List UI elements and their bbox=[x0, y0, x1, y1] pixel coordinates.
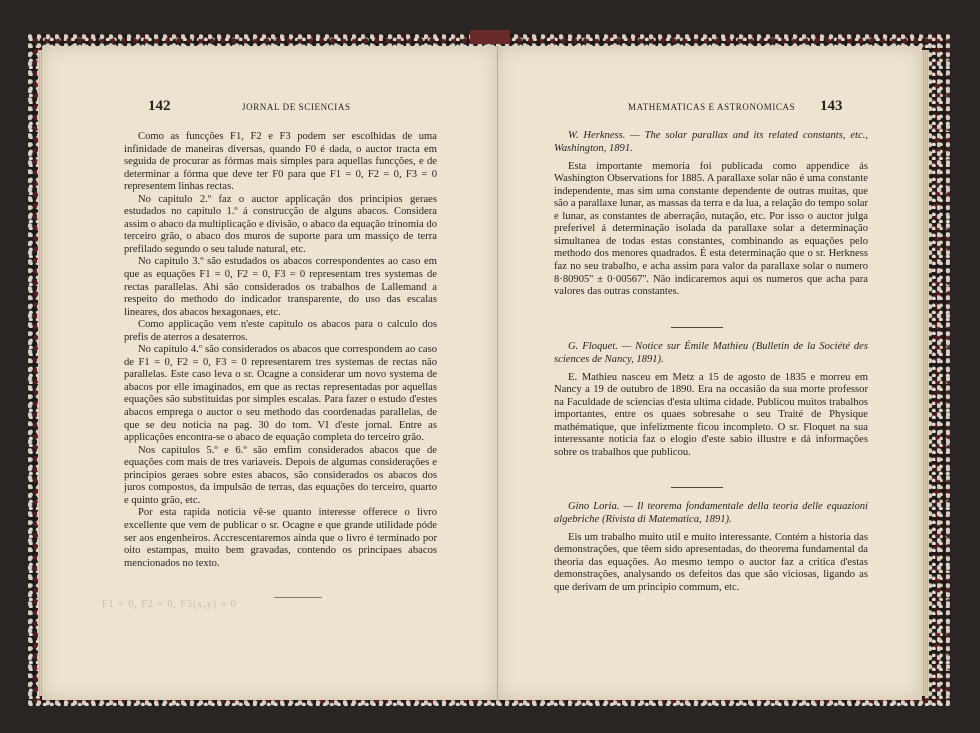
book-spine bbox=[470, 30, 510, 44]
review-body: Esta importante memoria foi publicada como appendice ás Washington Observations for 1885. A parallaxe solar não é uma constante independente, mas sim uma constante dependente de outras muitas, que são a parallaxe lunar, as massas da terra e da lua, a relação do tempo solar e lunar, as constantes de aberração, nutação, etc. Por isso o auctor julga preferivel á determinação isolada da parallaxe solar a determinação simultanea de todas estas constantes, combinando as equações pelo methodo dos menores quadrados. É esta determinação que o sr. Herkness faz no seu trabalho, e acha assim para valor da parallaxe solar o numero 8·80905'' ± 0·00567''. Não indicaremos aqui os numeros que acha para valores das outras constantes. bbox=[554, 160, 868, 298]
page-number: 142 bbox=[148, 98, 171, 114]
paragraph: No capitulo 3.º são estudados os abacos correspondentes ao caso em que as equações F1 = 0, F2 = 0, F3 = 0 representam tres systemas de rectas parallelas. Ahi são considerados os trabalhos de Lallemand a respeito do methodo do indicador transparente, do uso das escalas lineares, dos abacos hexagonaes, etc. bbox=[124, 256, 437, 318]
review-citation: W. Herkness. — The solar parallax and its related constants, etc., Washington, 1891. bbox=[554, 130, 868, 154]
right-page bbox=[497, 46, 922, 700]
review-loria bbox=[554, 501, 868, 594]
section-divider bbox=[671, 487, 723, 488]
review-herkness bbox=[554, 130, 868, 299]
left-page bbox=[42, 46, 497, 700]
page-number: 143 bbox=[820, 98, 843, 114]
paragraph: Como as funcções F1, F2 e F3 podem ser escolhidas de uma infinidade de maneiras diversas, quando F0 é dada, o auctor tracta em seguida de procurar as fórmas mais simples para aquellas funcções, e de determinar a fórma que deve ter F0 para que F1 = 0, F2 = 0, F3 = 0 representem linhas rectas. bbox=[124, 131, 437, 193]
paragraph: Por esta rapida noticia vê-se quanto interesse offerece o livro excellente que vem de publicar o sr. Ocagne e que grande utilidade póde ser aos engenheiros. Accrescentaremos ainda que o livro é terminado por oito estampas, muito bem gravadas, contendo os principaes abacos mencionados no texto. bbox=[124, 507, 437, 569]
review-citation: G. Floquet. — Notice sur Émile Mathieu (Bulletin de la Société des sciences de Nancy, 1891). bbox=[554, 341, 868, 365]
review-body: Eis um trabalho muito util e muito interessante. Contém a historia das demonstrações, que têem sido apresentadas, do theorema fundamental da theoria das equações. Ao mesmo tempo o auctor faz a critica d'estas demonstrações, analysando os defeitos das que são viciosas, ligando as que derivam de um principio commum, etc. bbox=[554, 531, 868, 593]
section-divider bbox=[671, 327, 723, 328]
running-head: MATHEMATICAS E ASTRONOMICAS bbox=[628, 102, 796, 112]
paragraph: No capitulo 2.º faz o auctor applicação dos principios geraes estudados no capitulo 1.º á construcção de alguns abacos. Considera assim o abaco da multiplicação e divisão, o abaco da equação trinomia do terceiro grão, o abaco dos muros de suporte para um massiço de terra prefilado segundo o seu talude natural, etc. bbox=[124, 193, 437, 255]
running-head: JORNAL DE SCIENCIAS bbox=[242, 102, 351, 112]
review-body: E. Mathieu nasceu em Metz a 15 de agosto de 1835 e morreu em Nancy a 19 de outubro de 1890. Era na occasião da sua morte professor na Faculdade de sciencias d'esta ultima cidade. Publicou muitos trabalhos importantes, entre os quaes sobresahe o seu Traité de Physique mathématique, que infelizmente ficou incompleto. O sr. Floquet na sua interessante noticia faz o elogio d'este sabio illustre e dá informações sobre os trabalhos que publicou. bbox=[554, 371, 868, 458]
review-citation: Gino Loria. — Il teorema fondamentale della teoria delle equazioni algebriche (Rivista di Matematica, 1891). bbox=[554, 501, 868, 525]
paragraph: Nos capitulos 5.º e 6.º são emfim considerados abacos que de equações com mais de tres variaveis. Depois de algumas considerações e principios geraes sobre estes abacos, são considerados os abacos dos juros compostos, da impulsão de terras, das equações do terceiro, quarto e quinto grão, etc. bbox=[124, 444, 437, 506]
paragraph: Como applicação vem n'este capitulo os abacos para o calculo dos prefis de aterros a desaterros. bbox=[124, 319, 437, 343]
bleed-through-text: F1 = 0, F2 = 0, F3(x,y) = 0 bbox=[102, 599, 237, 610]
review-floquet bbox=[554, 341, 868, 459]
section-divider bbox=[274, 597, 322, 598]
left-page-body bbox=[124, 131, 437, 570]
paragraph: No capitulo 4.º são considerados os abacos que correspondem ao caso de F1 = 0, F2 = 0, F3 = 0 representarem tres systemas de rectas não parallelas. Este caso leva o sr. Ocagne a considerar um novo systema de abacos por elle imaginados, em que as rectas representadas por aquellas equações são substituidas por simples escalas. Para fazer o estudo d'estes abacos emprega o auctor o seu methodo das coordenadas parallelas, de que se deu noticia na pag. 30 do tom. VI d'este jornal. Entre as applicações encontra-se o abaco de equação completa do terceiro grão. bbox=[124, 344, 437, 444]
